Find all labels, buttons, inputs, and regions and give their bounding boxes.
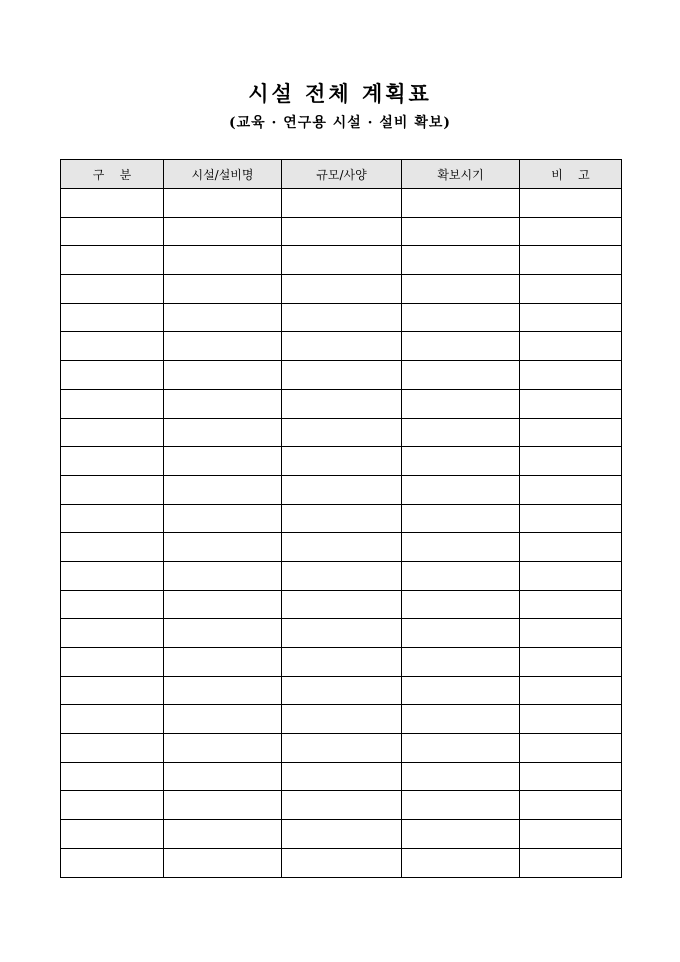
cell-category[interactable]	[61, 303, 164, 332]
cell-remarks[interactable]	[520, 590, 622, 619]
cell-category[interactable]	[61, 332, 164, 361]
cell-scale-spec[interactable]	[282, 791, 402, 820]
cell-acquisition-time[interactable]	[402, 475, 520, 504]
cell-acquisition-time[interactable]	[402, 648, 520, 677]
cell-category[interactable]	[61, 246, 164, 275]
cell-facility-name[interactable]	[164, 590, 282, 619]
cell-category[interactable]	[61, 676, 164, 705]
cell-remarks[interactable]	[520, 848, 622, 877]
cell-facility-name[interactable]	[164, 447, 282, 476]
cell-acquisition-time[interactable]	[402, 590, 520, 619]
cell-remarks[interactable]	[520, 820, 622, 849]
cell-category[interactable]	[61, 361, 164, 390]
cell-category[interactable]	[61, 762, 164, 791]
cell-facility-name[interactable]	[164, 361, 282, 390]
cell-acquisition-time[interactable]	[402, 762, 520, 791]
cell-facility-name[interactable]	[164, 504, 282, 533]
table-row	[61, 561, 622, 590]
cell-remarks[interactable]	[520, 332, 622, 361]
column-header-category: 구 분	[61, 160, 164, 189]
cell-category[interactable]	[61, 189, 164, 218]
cell-scale-spec[interactable]	[282, 275, 402, 304]
cell-facility-name[interactable]	[164, 734, 282, 763]
cell-category[interactable]	[61, 590, 164, 619]
cell-facility-name[interactable]	[164, 648, 282, 677]
cell-remarks[interactable]	[520, 418, 622, 447]
table-row	[61, 275, 622, 304]
table-row	[61, 217, 622, 246]
table-row	[61, 762, 622, 791]
cell-category[interactable]	[61, 619, 164, 648]
cell-remarks[interactable]	[520, 389, 622, 418]
table-row	[61, 389, 622, 418]
cell-acquisition-time[interactable]	[402, 303, 520, 332]
cell-scale-spec[interactable]	[282, 504, 402, 533]
cell-category[interactable]	[61, 848, 164, 877]
cell-acquisition-time[interactable]	[402, 619, 520, 648]
cell-category[interactable]	[61, 791, 164, 820]
cell-scale-spec[interactable]	[282, 820, 402, 849]
table-row	[61, 705, 622, 734]
cell-scale-spec[interactable]	[282, 361, 402, 390]
cell-remarks[interactable]	[520, 619, 622, 648]
plan-table	[60, 159, 622, 878]
table-body	[61, 189, 622, 878]
cell-scale-spec[interactable]	[282, 475, 402, 504]
cell-scale-spec[interactable]	[282, 332, 402, 361]
cell-facility-name[interactable]	[164, 389, 282, 418]
table-row	[61, 246, 622, 275]
cell-acquisition-time[interactable]	[402, 820, 520, 849]
cell-remarks[interactable]	[520, 475, 622, 504]
column-header-acquisition-time: 확보시기	[402, 160, 520, 189]
table-row	[61, 332, 622, 361]
cell-acquisition-time[interactable]	[402, 734, 520, 763]
cell-scale-spec[interactable]	[282, 762, 402, 791]
column-header-scale-spec: 규모/사양	[282, 160, 402, 189]
cell-scale-spec[interactable]	[282, 189, 402, 218]
cell-facility-name[interactable]	[164, 705, 282, 734]
cell-acquisition-time[interactable]	[402, 418, 520, 447]
column-header-remarks: 비 고	[520, 160, 622, 189]
cell-acquisition-time[interactable]	[402, 389, 520, 418]
cell-remarks[interactable]	[520, 533, 622, 562]
column-header-facility-name: 시설/설비명	[164, 160, 282, 189]
cell-facility-name[interactable]	[164, 275, 282, 304]
cell-scale-spec[interactable]	[282, 561, 402, 590]
cell-remarks[interactable]	[520, 246, 622, 275]
table-row	[61, 447, 622, 476]
cell-remarks[interactable]	[520, 561, 622, 590]
cell-category[interactable]	[61, 705, 164, 734]
cell-remarks[interactable]	[520, 734, 622, 763]
page-subtitle: (교육 · 연구용 시설 · 설비 확보)	[228, 115, 451, 131]
cell-category[interactable]	[61, 504, 164, 533]
cell-facility-name[interactable]	[164, 189, 282, 218]
cell-remarks[interactable]	[520, 705, 622, 734]
cell-category[interactable]	[61, 418, 164, 447]
table-header-row	[61, 160, 622, 189]
cell-facility-name[interactable]	[164, 475, 282, 504]
cell-category[interactable]	[61, 447, 164, 476]
cell-remarks[interactable]	[520, 648, 622, 677]
cell-remarks[interactable]	[520, 762, 622, 791]
cell-remarks[interactable]	[520, 217, 622, 246]
cell-facility-name[interactable]	[164, 848, 282, 877]
cell-acquisition-time[interactable]	[402, 246, 520, 275]
cell-category[interactable]	[61, 275, 164, 304]
cell-scale-spec[interactable]	[282, 619, 402, 648]
cell-remarks[interactable]	[520, 303, 622, 332]
cell-facility-name[interactable]	[164, 791, 282, 820]
cell-scale-spec[interactable]	[282, 217, 402, 246]
cell-acquisition-time[interactable]	[402, 361, 520, 390]
cell-acquisition-time[interactable]	[402, 275, 520, 304]
cell-remarks[interactable]	[520, 447, 622, 476]
table-row	[61, 619, 622, 648]
cell-acquisition-time[interactable]	[402, 447, 520, 476]
cell-category[interactable]	[61, 820, 164, 849]
cell-acquisition-time[interactable]	[402, 791, 520, 820]
cell-acquisition-time[interactable]	[402, 332, 520, 361]
table-row	[61, 676, 622, 705]
table-row	[61, 820, 622, 849]
cell-facility-name[interactable]	[164, 820, 282, 849]
cell-remarks[interactable]	[520, 676, 622, 705]
cell-acquisition-time[interactable]	[402, 848, 520, 877]
cell-acquisition-time[interactable]	[402, 561, 520, 590]
table-row	[61, 504, 622, 533]
cell-category[interactable]	[61, 648, 164, 677]
cell-scale-spec[interactable]	[282, 418, 402, 447]
cell-remarks[interactable]	[520, 189, 622, 218]
cell-scale-spec[interactable]	[282, 389, 402, 418]
table-row	[61, 361, 622, 390]
table-row	[61, 418, 622, 447]
cell-acquisition-time[interactable]	[402, 189, 520, 218]
cell-facility-name[interactable]	[164, 561, 282, 590]
cell-acquisition-time[interactable]	[402, 217, 520, 246]
cell-facility-name[interactable]	[164, 762, 282, 791]
cell-category[interactable]	[61, 217, 164, 246]
cell-remarks[interactable]	[520, 275, 622, 304]
cell-scale-spec[interactable]	[282, 705, 402, 734]
cell-remarks[interactable]	[520, 791, 622, 820]
cell-acquisition-time[interactable]	[402, 533, 520, 562]
table-row	[61, 189, 622, 218]
cell-category[interactable]	[61, 533, 164, 562]
table-row	[61, 303, 622, 332]
cell-acquisition-time[interactable]	[402, 504, 520, 533]
cell-facility-name[interactable]	[164, 303, 282, 332]
cell-remarks[interactable]	[520, 504, 622, 533]
cell-scale-spec[interactable]	[282, 533, 402, 562]
table-row	[61, 791, 622, 820]
cell-facility-name[interactable]	[164, 246, 282, 275]
cell-facility-name[interactable]	[164, 418, 282, 447]
table-row	[61, 533, 622, 562]
cell-category[interactable]	[61, 389, 164, 418]
cell-category[interactable]	[61, 475, 164, 504]
cell-scale-spec[interactable]	[282, 734, 402, 763]
cell-scale-spec[interactable]	[282, 848, 402, 877]
cell-facility-name[interactable]	[164, 619, 282, 648]
cell-scale-spec[interactable]	[282, 648, 402, 677]
cell-scale-spec[interactable]	[282, 447, 402, 476]
cell-facility-name[interactable]	[164, 217, 282, 246]
table-row	[61, 848, 622, 877]
cell-scale-spec[interactable]	[282, 246, 402, 275]
cell-scale-spec[interactable]	[282, 303, 402, 332]
cell-scale-spec[interactable]	[282, 590, 402, 619]
cell-scale-spec[interactable]	[282, 676, 402, 705]
table-row	[61, 734, 622, 763]
cell-facility-name[interactable]	[164, 676, 282, 705]
table-row	[61, 590, 622, 619]
cell-acquisition-time[interactable]	[402, 705, 520, 734]
cell-remarks[interactable]	[520, 361, 622, 390]
cell-facility-name[interactable]	[164, 332, 282, 361]
cell-category[interactable]	[61, 561, 164, 590]
cell-acquisition-time[interactable]	[402, 676, 520, 705]
cell-category[interactable]	[61, 734, 164, 763]
page-title: 시설 전체 계획표	[248, 81, 432, 106]
cell-facility-name[interactable]	[164, 533, 282, 562]
table-row	[61, 475, 622, 504]
table-row	[61, 648, 622, 677]
